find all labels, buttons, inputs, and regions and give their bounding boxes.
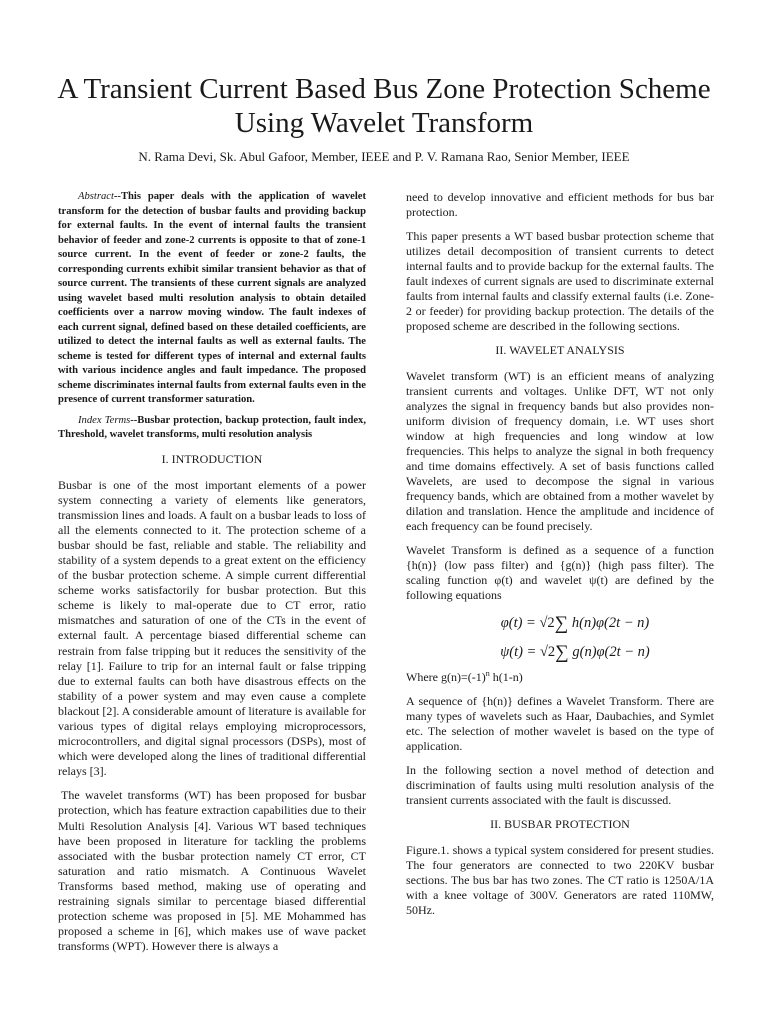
wavelet-paragraph-4: In the following section a novel method of detection and discrimination of faults using multi resolution analysis of the transient currents associated with the fault is discussed.	[406, 763, 714, 807]
eq1-rhs: h(n)φ(2t − n)	[571, 615, 650, 631]
intro-paragraph-2: The wavelet transforms (WT) has been proposed for busbar protection, which has feature extraction capabilities due to their Multi Resolution Analysis [4]. Various WT based techniques have been proposed in literature for tackling the problems associated with the busbar protection namely CT error, CT saturation and ratio mismatch. A Continuous Wavelet Transforms based method, making use of operating and restraining signals similar to percentage biased differential protection scheme was proposed in [5]. ME Mohammed has proposed a scheme in [6], which makes use of wave packet transforms (WPT). However there is always a	[58, 788, 366, 954]
paper-title: A Transient Current Based Bus Zone Protection Scheme Using Wavelet Transform	[57, 73, 711, 139]
intro-continuation: need to develop innovative and efficient methods for bus bar protection.	[406, 190, 714, 219]
where-clause	[406, 670, 714, 685]
index-terms-lead: Index Terms	[78, 414, 131, 426]
busbar-paragraph-1: Figure.1. shows a typical system considered for present studies. The four generators are connected to two 220KV busbar sections. The bus bar has two zones. The CT ratio is 1250A/1A with a knee voltage of 300V. Generators are rated 110MW, 50Hz.	[406, 843, 714, 917]
index-terms	[58, 414, 366, 443]
intro-paragraph-3: This paper presents a WT based busbar protection scheme that utilizes detail decomposition of transient currents to detect internal faults and to provide backup for the external faults. The fault indexes of current signals are used to discriminate external faults from internal faults and classify external faults (i.e. Zone-2 or feeder) for providing backup protection. The details of the proposed scheme are described in the following sections.	[406, 229, 714, 333]
eq1-lhs: φ(t) =	[500, 615, 540, 631]
eq2-sigma: ∑	[555, 642, 569, 663]
wavelet-paragraph-3: A sequence of {h(n)} defines a Wavelet Transform. There are many types of wavelets such as Haar, Daubachies, and Symlet etc. The selection of mother wavelet is based on the type of application.	[406, 694, 714, 753]
where-superscript: n	[485, 669, 490, 678]
wavelet-paragraph-1: Wavelet transform (WT) is an efficient means of analyzing transient currents and voltages. Unlike DFT, WT not only analyzes the signal in frequency bands but also provides non-uniform division of frequency domain, i.e. WT uses short window at high frequencies and long window at low frequencies. This helps to analyze the signal in both frequency and time domains effectively. A set of basis functions called Wavelets, are used to decompose the signal in various frequency bands, which are obtained from a mother wavelet by dilation and translation. Hence the amplitude and incidence of each frequency can be found precisely.	[406, 369, 714, 533]
abstract	[58, 190, 366, 408]
section-heading-busbar-protection: II. BUSBAR PROTECTION	[490, 817, 630, 831]
section-heading-introduction: I. INTRODUCTION	[161, 451, 263, 466]
eq2-rhs: g(n)φ(2t − n)	[572, 644, 650, 660]
eq2-lhs: ψ(t) =	[500, 644, 540, 660]
eq1-sqrt: √2	[539, 615, 555, 631]
abstract-text: --This paper deals with the application of wavelet transform for the detection of busbar faults and providing backup for external faults. In the event of internal faults the transient behavior of feeder and zone-2 currents is opposite to that of zone-1 source current. In the event of feeder or zone-2 faults, the corresponding currents exhibit similar transient behavior as that of source current. The transients of these current signals are analyzed using wavelet based multi resolution analysis to obtain detailed coefficients over a narrow moving window. The fault indexes of each current signal, defined based on these detailed coefficients, are utilized to detect the internal faults as well as external faults. The scheme is tested for different types of internal and external faults with various incidence angles and fault impedance. The proposed scheme discriminates internal faults from external faults even in the presence of current transformer saturation.	[58, 191, 366, 405]
section-heading-wavelet-analysis: II. WAVELET ANALYSIS	[495, 343, 625, 357]
left-column	[58, 190, 366, 963]
right-column	[406, 190, 714, 927]
equation-wavelet-function	[436, 641, 714, 664]
author-line: N. Rama Devi, Sk. Abul Gafoor, Member, IEEE and P. V. Ramana Rao, Senior Member, IEEE	[138, 149, 630, 164]
where-text-end: h(1-n)	[489, 670, 523, 684]
eq1-sigma: ∑	[554, 613, 569, 634]
abstract-lead: Abstract	[78, 191, 114, 202]
equation-scaling-function	[436, 612, 714, 635]
intro-paragraph-1: Busbar is one of the most important elements of a power system connecting a variety of elements like generators, transmission lines and loads. A fault on a busbar leads to loss of all the elements connected to it. The protection scheme of a busbar should be fast, reliable and stable. The reliability and stability of a system depends to a great extent on the efficiency of the busbar protection scheme. A simple current differential scheme works satisfactorily for busbar protection. But this scheme is likely to mal-operate due to CT error, ratio mismatches and saturation of one of the CTs in the event of external fault. A percentage biased differential scheme can restrain from false tripping but it reduces the sensitivity of the relay [1]. Failure to trip for an internal fault or false tripping due to external faults can both have disastrous effects on the stability of a power system and may even cause a complete blackout [2]. A considerable amount of literature is available for various types of digital relays employing microprocessors, microcontrollers, and digital signal processors (DSPs), most of which were developed along the lines of traditional differential relays [3].	[58, 477, 366, 779]
index-terms-text: --Busbar protection, backup protection, fault index, Threshold, wavelet transforms, multi resolution analysis	[58, 414, 366, 440]
wavelet-paragraph-2: Wavelet Transform is defined as a sequence of a function {h(n)} (low pass filter) and {g(n)} (high pass filter). The scaling function φ(t) and wavelet ψ(t) are defined by the following equations	[406, 543, 714, 602]
eq2-sqrt: √2	[539, 644, 556, 660]
where-text: Where g(n)=(-1)	[406, 670, 486, 684]
